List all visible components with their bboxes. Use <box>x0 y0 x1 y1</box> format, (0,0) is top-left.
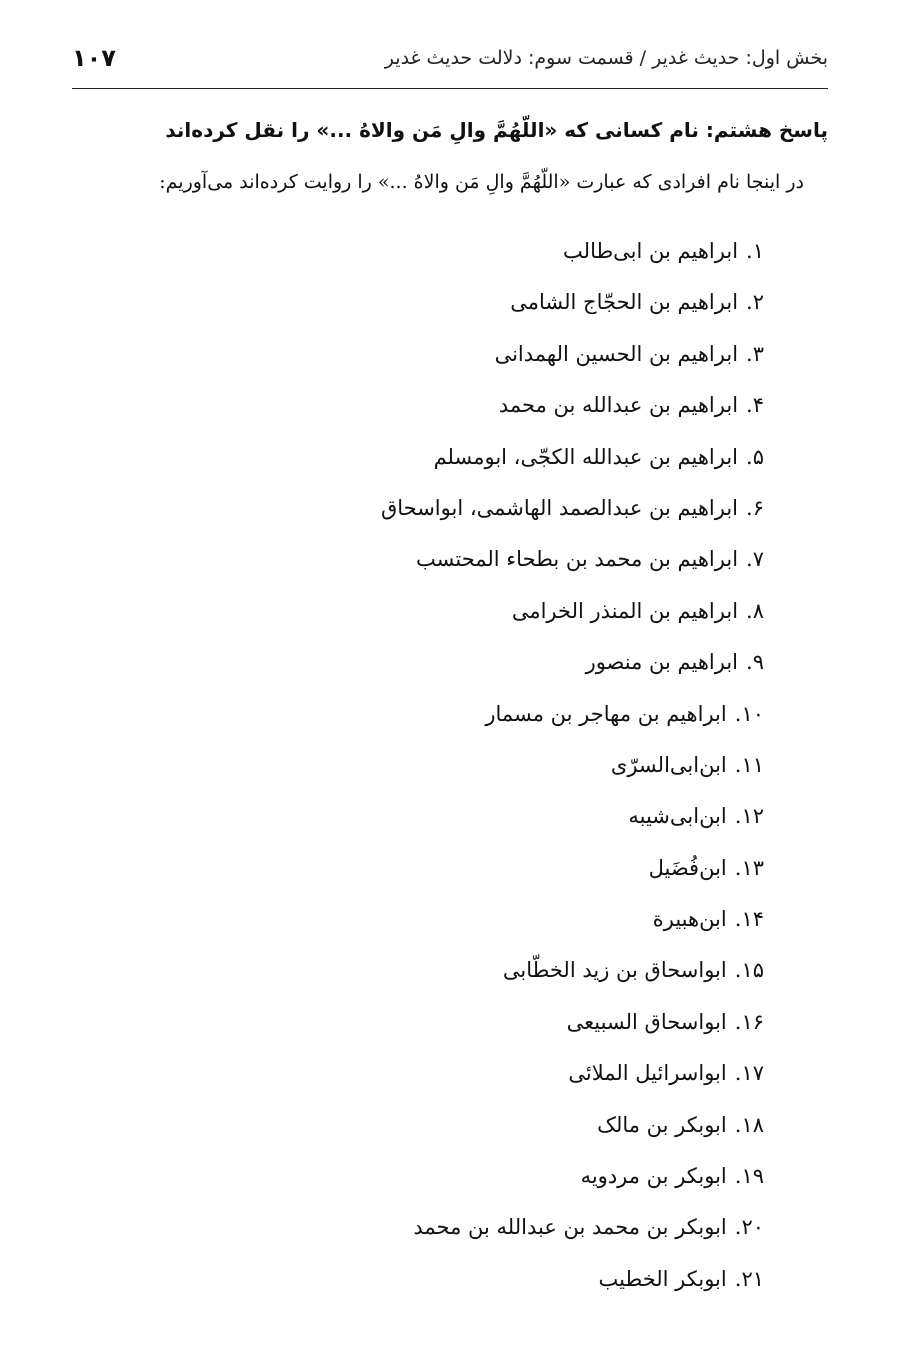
list-item-number: ۱۳. <box>734 855 764 880</box>
list-item-name: ابواسحاق بن زید الخطّابی <box>502 958 727 983</box>
list-item-name: ابن‌هبیرة <box>652 907 727 932</box>
list-item-number: ۱. <box>746 239 764 263</box>
list-item <box>381 637 764 688</box>
list-item <box>381 586 764 637</box>
list-item-number: ۱۰. <box>734 701 764 726</box>
list-item-number: ۲۰. <box>734 1215 764 1240</box>
list-item <box>381 894 764 945</box>
list-item-number: ۱۱. <box>734 752 764 777</box>
list-item-name: ابراهیم بن الحجّاج الشامی <box>510 290 739 315</box>
list-item <box>381 945 764 996</box>
list-item <box>381 432 764 483</box>
narrator-list <box>381 226 764 1305</box>
list-item-name: ابوبکر الخطیب <box>598 1266 727 1291</box>
list-item <box>381 1048 764 1099</box>
list-item <box>381 483 764 534</box>
list-item-number: ۱۴. <box>734 907 764 932</box>
list-item-name: ابراهیم بن عبدالله بن محمد <box>498 393 739 418</box>
list-item <box>381 1202 764 1253</box>
list-item-name: ابواسحاق السبیعی <box>566 1009 727 1034</box>
list-item-name: ابوبکر بن محمد بن عبدالله بن محمد <box>413 1215 727 1240</box>
list-item <box>381 534 764 585</box>
running-head <box>72 34 828 82</box>
intro-paragraph: در اینجا نام افرادی که عبارت «اللّهُمَّ والِ مَن والاهُ ...» را روایت کرده‌اند می‌آوریم: <box>159 171 804 193</box>
list-item-name: ابراهیم بن مهاجر بن مسمار <box>485 701 727 726</box>
list-item <box>381 689 764 740</box>
list-item-name: ابن‌فُضَیل <box>648 855 727 880</box>
list-item-name: ابراهیم بن ابی‌طالب <box>563 239 739 263</box>
list-item-name: ابواسرائیل الملائی <box>568 1061 727 1086</box>
list-item-number: ۶. <box>746 495 764 520</box>
list-item-name: ابن‌ابی‌شیبه <box>628 804 727 829</box>
list-item <box>381 1254 764 1305</box>
list-item-name: ابوبکر بن مالک <box>597 1112 727 1137</box>
list-item-name: ابراهیم بن محمد بن بطحاء المحتسب <box>416 547 739 572</box>
list-item <box>381 843 764 894</box>
list-item <box>381 1151 764 1202</box>
list-item-number: ۱۹. <box>734 1164 764 1189</box>
list-item <box>381 226 764 277</box>
list-item-number: ۷. <box>746 547 764 572</box>
page-number: ۱۰۷ <box>72 44 116 72</box>
list-item-number: ۱۷. <box>734 1061 764 1086</box>
list-item <box>381 740 764 791</box>
list-item-number: ۴. <box>746 393 764 418</box>
list-item-name: ابن‌ابی‌السرّی <box>610 752 727 777</box>
list-item-name: ابراهیم بن منصور <box>585 650 739 675</box>
list-item-name: ابراهیم بن عبدالله الکجّی، ابومسلم <box>433 444 739 469</box>
running-head-title: بخش اول: حدیث غدیر / قسمت سوم: دلالت حدیث غدیر <box>384 47 828 69</box>
list-item <box>381 329 764 380</box>
section-heading: پاسخ هشتم: نام کسانی که «اللّهُمَّ والِ مَن والاهُ ...» را نقل کرده‌اند <box>165 118 828 142</box>
list-item-number: ۲. <box>746 290 764 315</box>
list-item-number: ۱۵. <box>734 958 764 983</box>
list-item-number: ۵. <box>746 444 764 469</box>
list-item-name: ابراهیم بن عبدالصمد الهاشمی، ابواسحاق <box>380 495 739 520</box>
list-item <box>381 791 764 842</box>
list-item-number: ۸. <box>746 598 764 623</box>
list-item-number: ۱۶. <box>734 1009 764 1034</box>
header-divider <box>72 88 828 89</box>
list-item-number: ۱۲. <box>734 804 764 829</box>
list-item <box>381 380 764 431</box>
list-item-name: ابراهیم بن المنذر الخرامی <box>511 598 739 623</box>
list-item-number: ۲۱. <box>734 1266 764 1291</box>
list-item-number: ۱۸. <box>734 1112 764 1137</box>
list-item-number: ۹. <box>746 650 764 675</box>
list-item-number: ۳. <box>746 341 764 366</box>
list-item <box>381 277 764 328</box>
list-item-name: ابراهیم بن الحسین الهمدانی <box>494 341 739 366</box>
list-item <box>381 997 764 1048</box>
list-item <box>381 1100 764 1151</box>
list-item-name: ابوبکر بن مردویه <box>580 1164 727 1189</box>
